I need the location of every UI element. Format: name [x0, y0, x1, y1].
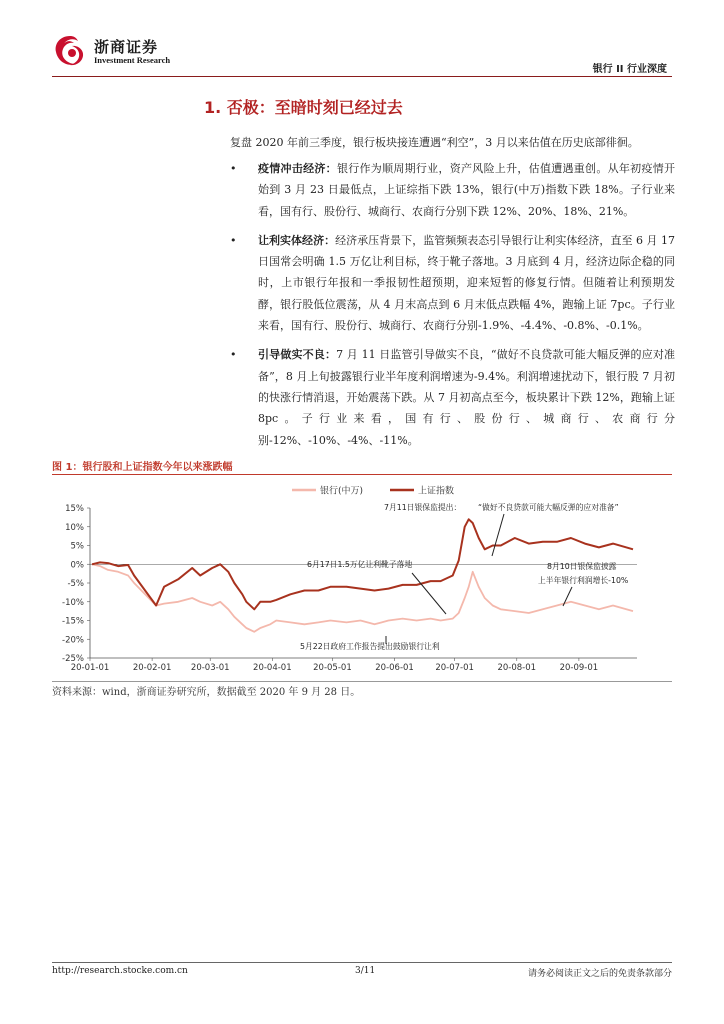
figure-title: 图 1：银行股和上证指数今年以来涨跌幅	[52, 462, 233, 473]
intro-paragraph: 复盘 2020 年前三季度，银行板块接连遭遇“利空”，3 月以来估值在历史底部徘徊。	[230, 136, 639, 149]
y-tick-label: 15%	[65, 504, 84, 514]
report-category: 银行 II 行业深度	[592, 64, 667, 75]
annotation-text: 5月22日政府工作报告提出鼓励银行让利	[300, 642, 440, 651]
x-tick-label: 20-04-01	[253, 663, 292, 673]
bullet-heading: 疫情冲击经济：	[258, 162, 337, 175]
figure-bottom-divider	[52, 681, 672, 682]
annotation-text: 7月11日银保监提出：	[384, 503, 462, 512]
annotation-pointer	[492, 514, 504, 556]
figure-top-divider	[52, 474, 672, 475]
legend-label: 上证指数	[418, 486, 455, 497]
x-tick-label: 20-08-01	[497, 663, 537, 673]
x-tick-label: 20-06-01	[375, 663, 414, 673]
bullet-item	[230, 344, 675, 450]
bullet-body: 银行作为顺周期行业，资产风险上升，估值遭遇重创。从年初疫情开始到 3 月 23 日最低点，上证综指下跌 13%，银行(中万)指数下跌 18%。子行业来看，国有行、股份行、城商行、农商行分别下跌 12%、20%、18%、21%。	[258, 162, 676, 218]
bullet-item	[230, 230, 675, 336]
bullet-marker: •	[230, 162, 237, 175]
y-tick-label: 0%	[70, 560, 84, 571]
company-name-cn: 浙商证券	[94, 38, 159, 56]
x-tick-label: 20-05-01	[313, 663, 352, 673]
header-divider	[52, 76, 672, 77]
bullet-marker: •	[230, 233, 237, 247]
bullet-body: 7 月 11 日监管引导做实不良，“做好不良贷款可能大幅反弹的应对准备”，8 月上旬披露银行业半年度利润增速为-9.4%。利润增速扰动下，银行股 7 月初的快涨行情消退，开始震荡下跌。从 7 月初高点至今，板块累计下跌 12%，跑输上证 8pc。子行业来看，国有行、股份行、城商行、农商行分别-12%、-10%、-4%、-11%。	[258, 348, 676, 447]
company-logo	[52, 34, 182, 70]
bullet-item	[230, 158, 675, 222]
y-tick-label: -20%	[62, 635, 84, 646]
logo-emblem-icon	[52, 34, 88, 68]
x-tick-label: 20-01-01	[70, 663, 110, 673]
y-tick-label: 10%	[65, 522, 84, 533]
annotation-text: 8月10日银保监披露	[547, 562, 617, 571]
x-tick-label: 20-09-01	[559, 663, 599, 673]
bullet-heading: 让利实体经济：	[258, 233, 336, 247]
annotation-text: 6月17日1.5万亿让利靴子落地	[307, 560, 413, 569]
legend-label: 银行(中万)	[320, 486, 364, 497]
annotation-pointer	[412, 573, 446, 614]
bullet-heading: 引导做实不良：	[258, 348, 337, 362]
section-title: 1. 否极：至暗时刻已经过去	[204, 98, 403, 117]
bullet-body: 经济承压背景下，监管频频表态引导银行让利实体经济，直至 6 月 17 日国常会明确 1.5 万亿让利目标，终于靴子落地。3 月底到 4 月，经济边际企稳的同时，上市银行年报和一季报韧性超预期，迎来短暂的修复行情。但随着让利预期发酵，银行股低位震荡，从 4 月末高点到 6 月末低点跌幅 4%，跑输上证 7pc。子行业来看，国有行、股份行、城商行、农商行分别-1.9%、-4.4%、-0.8%、-0.1%。	[258, 233, 676, 333]
y-tick-label: 5%	[70, 541, 84, 552]
bullet-list	[230, 158, 675, 459]
y-tick-label: -10%	[62, 597, 84, 608]
bullet-marker: •	[230, 348, 237, 362]
series-line	[92, 564, 633, 632]
x-tick-label: 20-02-01	[132, 663, 172, 673]
annotation-text: 上半年银行利润增长-10%	[538, 576, 629, 585]
line-chart	[52, 478, 672, 680]
disclaimer-note: 请务必阅读正文之后的免责条款部分	[527, 969, 672, 979]
footer-url[interactable]: http://research.stocke.com.cn	[52, 966, 188, 976]
y-tick-label: -25%	[62, 654, 84, 664]
footer-divider	[52, 962, 672, 963]
y-tick-label: -15%	[62, 616, 84, 627]
y-tick-label: -5%	[67, 579, 84, 589]
company-name-en: Investment Research	[94, 55, 171, 65]
x-tick-label: 20-07-01	[435, 663, 474, 673]
x-tick-label: 20-03-01	[190, 663, 230, 673]
annotation-text: “做好不良贷款可能大幅反弹的应对准备”	[478, 503, 619, 512]
figure-source: 资料来源：wind，浙商证券研究所，数据截至 2020 年 9 月 28 日。	[52, 687, 361, 698]
page-number: 3/11	[355, 966, 376, 976]
